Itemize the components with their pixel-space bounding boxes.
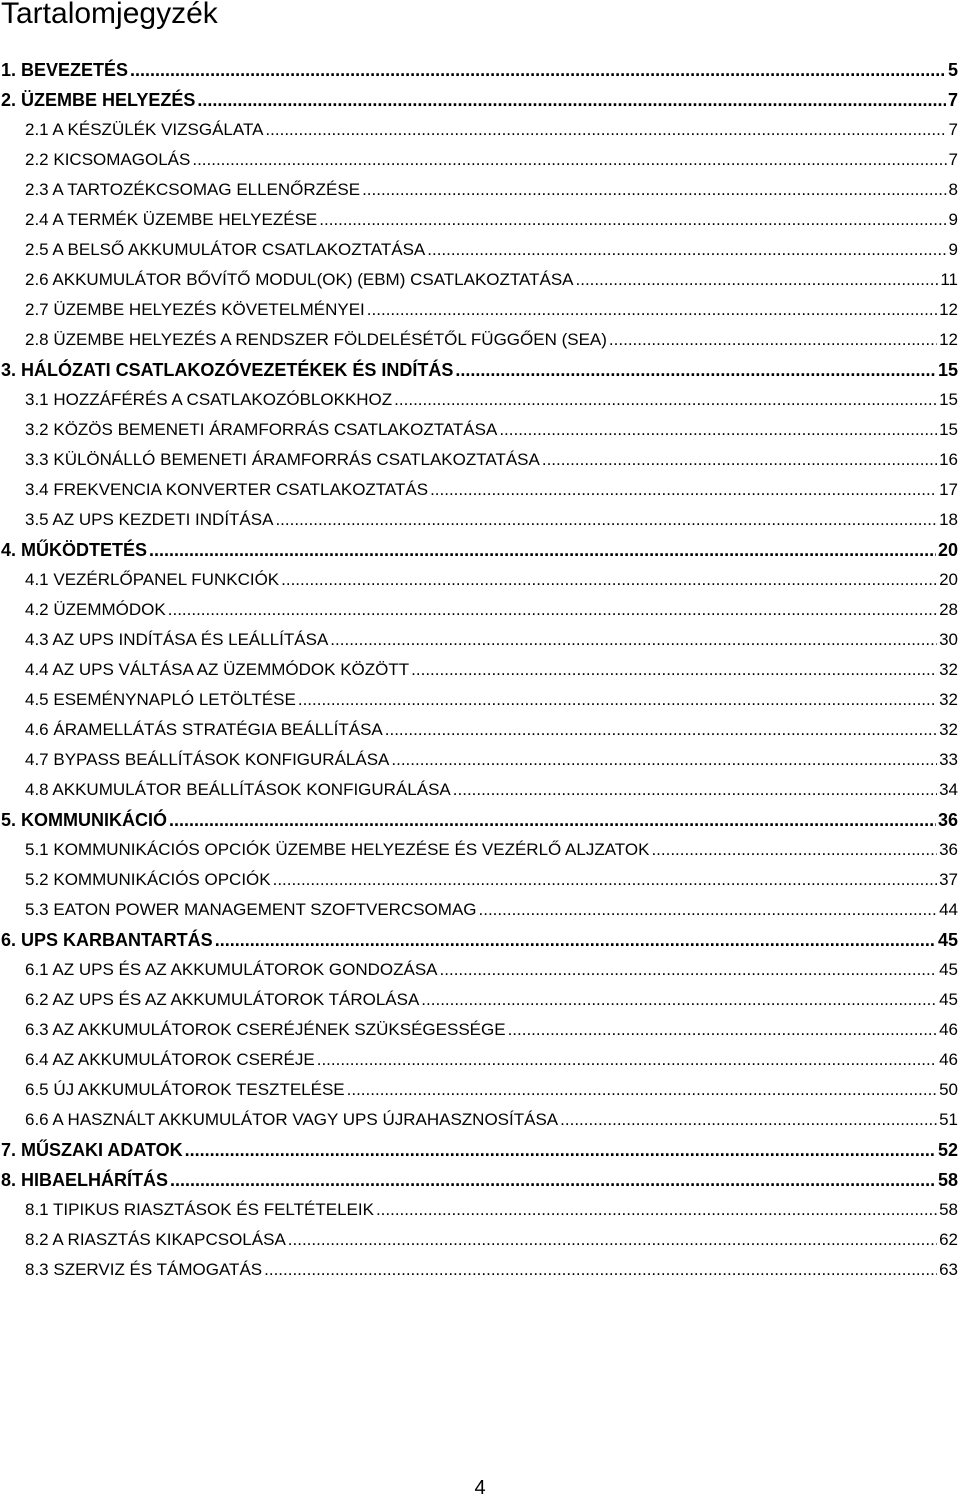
toc-entry[interactable]	[0, 445, 960, 475]
toc-entry-page: 15	[939, 420, 958, 439]
toc-entry-label: 2.7 ÜZEMBE HELYEZÉS KÖVETELMÉNYEI	[25, 300, 365, 319]
toc-entry[interactable]	[0, 295, 960, 325]
toc-entry-page: 32	[939, 690, 958, 709]
toc-entry-page: 46	[939, 1020, 958, 1039]
toc-dot-leader	[273, 865, 937, 895]
toc-entry-page: 7	[948, 150, 958, 169]
toc-dot-leader	[264, 1255, 937, 1285]
toc-entry-label: 4.8 AKKUMULÁTOR BEÁLLÍTÁSOK KONFIGURÁLÁSA	[25, 780, 451, 799]
toc-entry-page: 15	[937, 360, 958, 380]
toc-entry-label: 6. UPS KARBANTARTÁS	[1, 930, 213, 950]
toc-entry[interactable]	[0, 535, 960, 565]
toc-entry-page: 63	[939, 1260, 958, 1279]
toc-entry-label: 8.1 TIPIKUS RIASZTÁSOK ÉS FELTÉTELEIK	[25, 1200, 374, 1219]
toc-dot-leader	[609, 325, 937, 355]
toc-entry-label: 2.2 KICSOMAGOLÁS	[25, 150, 191, 169]
toc-entry-label: 4.5 ESEMÉNYNAPLÓ LETÖLTÉSE	[25, 690, 296, 709]
toc-entry[interactable]	[0, 1195, 960, 1225]
toc-dot-leader	[391, 745, 937, 775]
toc-entry-page: 58	[939, 1200, 958, 1219]
toc-dot-leader	[298, 685, 937, 715]
toc-entry[interactable]	[0, 565, 960, 595]
toc-entry-page: 17	[939, 480, 958, 499]
toc-entry[interactable]	[0, 1165, 960, 1195]
toc-dot-leader	[376, 1195, 937, 1225]
page-title: Tartalomjegyzék	[1, 0, 218, 30]
toc-entry-label: 3.2 KÖZÖS BEMENETI ÁRAMFORRÁS CSATLAKOZTATÁSA	[25, 420, 498, 439]
toc-entry[interactable]	[0, 175, 960, 205]
toc-dot-leader	[453, 775, 937, 805]
toc-dot-leader	[367, 295, 937, 325]
toc-entry-label: 3. HÁLÓZATI CSATLAKOZÓVEZETÉKEK ÉS INDÍTÁS	[1, 360, 454, 380]
toc-entry-page: 9	[948, 240, 958, 259]
toc-entry-page: 45	[939, 960, 958, 979]
toc-entry-label: 6.1 AZ UPS ÉS AZ AKKUMULÁTOROK GONDOZÁSA	[25, 960, 438, 979]
toc-dot-leader	[168, 595, 937, 625]
toc-entry[interactable]	[0, 415, 960, 445]
toc-entry[interactable]	[0, 985, 960, 1015]
toc-entry[interactable]	[0, 475, 960, 505]
toc-entry-label: 4.7 BYPASS BEÁLLÍTÁSOK KONFIGURÁLÁSA	[25, 750, 390, 769]
toc-dot-leader	[319, 205, 946, 235]
table-of-contents	[0, 55, 960, 1285]
toc-entry-page: 50	[939, 1080, 958, 1099]
toc-entry-page: 18	[939, 510, 958, 529]
toc-entry-label: 6.3 AZ AKKUMULÁTOROK CSERÉJÉNEK SZÜKSÉGESSÉGE	[25, 1020, 506, 1039]
toc-entry[interactable]	[0, 115, 960, 145]
toc-entry[interactable]	[0, 925, 960, 955]
toc-dot-leader	[265, 115, 946, 145]
toc-dot-leader	[275, 505, 937, 535]
toc-dot-leader	[455, 355, 936, 385]
toc-dot-leader	[385, 715, 937, 745]
toc-entry[interactable]	[0, 805, 960, 835]
toc-entry[interactable]	[0, 1045, 960, 1075]
toc-entry-page: 33	[939, 750, 958, 769]
toc-entry-label: 8. HIBAELHÁRÍTÁS	[1, 1170, 169, 1190]
toc-entry[interactable]	[0, 1255, 960, 1285]
toc-entry-page: 36	[937, 810, 958, 830]
toc-entry[interactable]	[0, 685, 960, 715]
toc-dot-leader	[197, 85, 946, 115]
toc-entry-label: 1. BEVEZETÉS	[1, 60, 129, 80]
toc-entry-label: 3.1 HOZZÁFÉRÉS A CSATLAKOZÓBLOKKHOZ	[25, 390, 393, 409]
toc-entry-page: 32	[939, 720, 958, 739]
toc-entry[interactable]	[0, 1105, 960, 1135]
toc-entry-page: 58	[937, 1170, 958, 1190]
toc-entry-page: 12	[939, 300, 958, 319]
toc-entry[interactable]	[0, 145, 960, 175]
toc-entry-page: 51	[939, 1110, 958, 1129]
toc-dot-leader	[192, 145, 946, 175]
toc-dot-leader	[170, 1165, 936, 1195]
toc-entry[interactable]	[0, 955, 960, 985]
toc-dot-leader	[427, 235, 946, 265]
toc-entry[interactable]	[0, 505, 960, 535]
toc-entry[interactable]	[0, 1015, 960, 1045]
toc-dot-leader	[347, 1075, 937, 1105]
toc-entry-label: 2.6 AKKUMULÁTOR BŐVÍTŐ MODUL(OK) (EBM) CSATLAKOZTATÁSA	[25, 270, 574, 289]
toc-entry[interactable]	[0, 865, 960, 895]
toc-dot-leader	[430, 475, 937, 505]
toc-entry-label: 2.4 A TERMÉK ÜZEMBE HELYEZÉSE	[25, 210, 318, 229]
toc-entry-label: 4. MŰKÖDTETÉS	[1, 540, 148, 560]
toc-entry[interactable]	[0, 595, 960, 625]
toc-entry-label: 2.1 A KÉSZÜLÉK VIZSGÁLATA	[25, 120, 264, 139]
toc-entry-label: 8.3 SZERVIZ ÉS TÁMOGATÁS	[25, 1260, 263, 1279]
toc-entry-page: 7	[948, 120, 958, 139]
toc-entry-label: 3.5 AZ UPS KEZDETI INDÍTÁSA	[25, 510, 274, 529]
toc-dot-leader	[411, 655, 937, 685]
toc-entry-page: 45	[937, 930, 958, 950]
toc-dot-leader	[288, 1225, 937, 1255]
toc-entry[interactable]	[0, 235, 960, 265]
toc-dot-leader	[330, 625, 937, 655]
toc-dot-leader	[576, 265, 939, 295]
toc-entry-label: 2.3 A TARTOZÉKCSOMAG ELLENŐRZÉSE	[25, 180, 361, 199]
toc-entry-page: 30	[939, 630, 958, 649]
toc-entry-page: 7	[947, 90, 958, 110]
toc-entry-label: 3.3 KÜLÖNÁLLÓ BEMENETI ÁRAMFORRÁS CSATLAKOZTATÁSA	[25, 450, 540, 469]
toc-entry-page: 20	[939, 570, 958, 589]
toc-entry-label: 5.1 KOMMUNIKÁCIÓS OPCIÓK ÜZEMBE HELYEZÉSE ÉS VEZÉRLŐ ALJZATOK	[25, 840, 650, 859]
toc-dot-leader	[149, 535, 936, 565]
toc-entry-label: 2.5 A BELSŐ AKKUMULÁTOR CSATLAKOZTATÁSA	[25, 240, 426, 259]
toc-entry-page: 20	[937, 540, 958, 560]
toc-entry-page: 62	[939, 1230, 958, 1249]
toc-dot-leader	[185, 1135, 936, 1165]
toc-entry-page: 9	[948, 210, 958, 229]
toc-entry[interactable]	[0, 385, 960, 415]
toc-entry-label: 2. ÜZEMBE HELYEZÉS	[1, 90, 196, 110]
toc-entry[interactable]	[0, 1135, 960, 1165]
toc-entry[interactable]	[0, 895, 960, 925]
toc-entry-label: 6.4 AZ AKKUMULÁTOROK CSERÉJE	[25, 1050, 315, 1069]
toc-entry-label: 4.4 AZ UPS VÁLTÁSA AZ ÜZEMMÓDOK KÖZÖTT	[25, 660, 410, 679]
toc-dot-leader	[508, 1015, 938, 1045]
toc-dot-leader	[421, 985, 937, 1015]
toc-entry-label: 8.2 A RIASZTÁS KIKAPCSOLÁSA	[25, 1230, 286, 1249]
toc-dot-leader	[215, 925, 936, 955]
toc-dot-leader	[651, 835, 937, 865]
toc-entry-page: 37	[939, 870, 958, 889]
toc-entry-page: 36	[939, 840, 958, 859]
toc-entry-label: 4.3 AZ UPS INDÍTÁSA ÉS LEÁLLÍTÁSA	[25, 630, 329, 649]
toc-entry-label: 6.2 AZ UPS ÉS AZ AKKUMULÁTOROK TÁROLÁSA	[25, 990, 420, 1009]
toc-entry-label: 3.4 FREKVENCIA KONVERTER CSATLAKOZTATÁS	[25, 480, 429, 499]
toc-entry[interactable]	[0, 85, 960, 115]
toc-entry[interactable]	[0, 355, 960, 385]
toc-entry[interactable]	[0, 715, 960, 745]
toc-entry-page: 5	[947, 60, 958, 80]
toc-entry-label: 6.5 ÚJ AKKUMULÁTOROK TESZTELÉSE	[25, 1080, 345, 1099]
toc-entry-page: 45	[939, 990, 958, 1009]
toc-entry-page: 11	[940, 270, 958, 289]
toc-entry-label: 5.3 EATON POWER MANAGEMENT SZOFTVERCSOMAG	[25, 900, 477, 919]
toc-entry-page: 44	[939, 900, 958, 919]
toc-entry-page: 34	[939, 780, 958, 799]
toc-entry[interactable]	[0, 1225, 960, 1255]
toc-dot-leader	[130, 55, 946, 85]
toc-entry-label: 6.6 A HASZNÁLT AKKUMULÁTOR VAGY UPS ÚJRAHASZNOSÍTÁSA	[25, 1110, 559, 1129]
toc-entry-label: 5. KOMMUNIKÁCIÓ	[1, 810, 167, 830]
toc-entry-label: 4.6 ÁRAMELLÁTÁS STRATÉGIA BEÁLLÍTÁSA	[25, 720, 383, 739]
toc-entry-page: 52	[937, 1140, 958, 1160]
toc-entry[interactable]	[0, 745, 960, 775]
toc-entry[interactable]	[0, 835, 960, 865]
toc-dot-leader	[560, 1105, 937, 1135]
toc-dot-leader	[542, 445, 937, 475]
toc-entry[interactable]	[0, 55, 960, 85]
toc-dot-leader	[479, 895, 938, 925]
toc-entry[interactable]	[0, 625, 960, 655]
toc-entry-label: 4.1 VEZÉRLŐPANEL FUNKCIÓK	[25, 570, 280, 589]
toc-entry-label: 5.2 KOMMUNIKÁCIÓS OPCIÓK	[25, 870, 271, 889]
toc-entry[interactable]	[0, 775, 960, 805]
toc-entry[interactable]	[0, 1075, 960, 1105]
toc-entry-label: 4.2 ÜZEMMÓDOK	[25, 600, 166, 619]
toc-entry-page: 32	[939, 660, 958, 679]
toc-entry[interactable]	[0, 655, 960, 685]
toc-entry-page: 12	[939, 330, 958, 349]
toc-entry[interactable]	[0, 325, 960, 355]
toc-dot-leader	[317, 1045, 937, 1075]
toc-entry[interactable]	[0, 265, 960, 295]
toc-dot-leader	[281, 565, 937, 595]
toc-entry-page: 8	[948, 180, 958, 199]
toc-dot-leader	[362, 175, 946, 205]
toc-dot-leader	[499, 415, 937, 445]
toc-dot-leader	[394, 385, 937, 415]
toc-entry-page: 28	[939, 600, 958, 619]
toc-entry-label: 7. MŰSZAKI ADATOK	[1, 1140, 183, 1160]
toc-dot-leader	[440, 955, 938, 985]
toc-entry-page: 15	[939, 390, 958, 409]
toc-entry[interactable]	[0, 205, 960, 235]
footer-page-number: 4	[474, 1477, 486, 1499]
toc-entry-label: 2.8 ÜZEMBE HELYEZÉS A RENDSZER FÖLDELÉSÉTŐL FÜGGŐEN (SEA)	[25, 330, 607, 349]
toc-dot-leader	[169, 805, 936, 835]
toc-entry-page: 46	[939, 1050, 958, 1069]
toc-entry-page: 16	[939, 450, 958, 469]
